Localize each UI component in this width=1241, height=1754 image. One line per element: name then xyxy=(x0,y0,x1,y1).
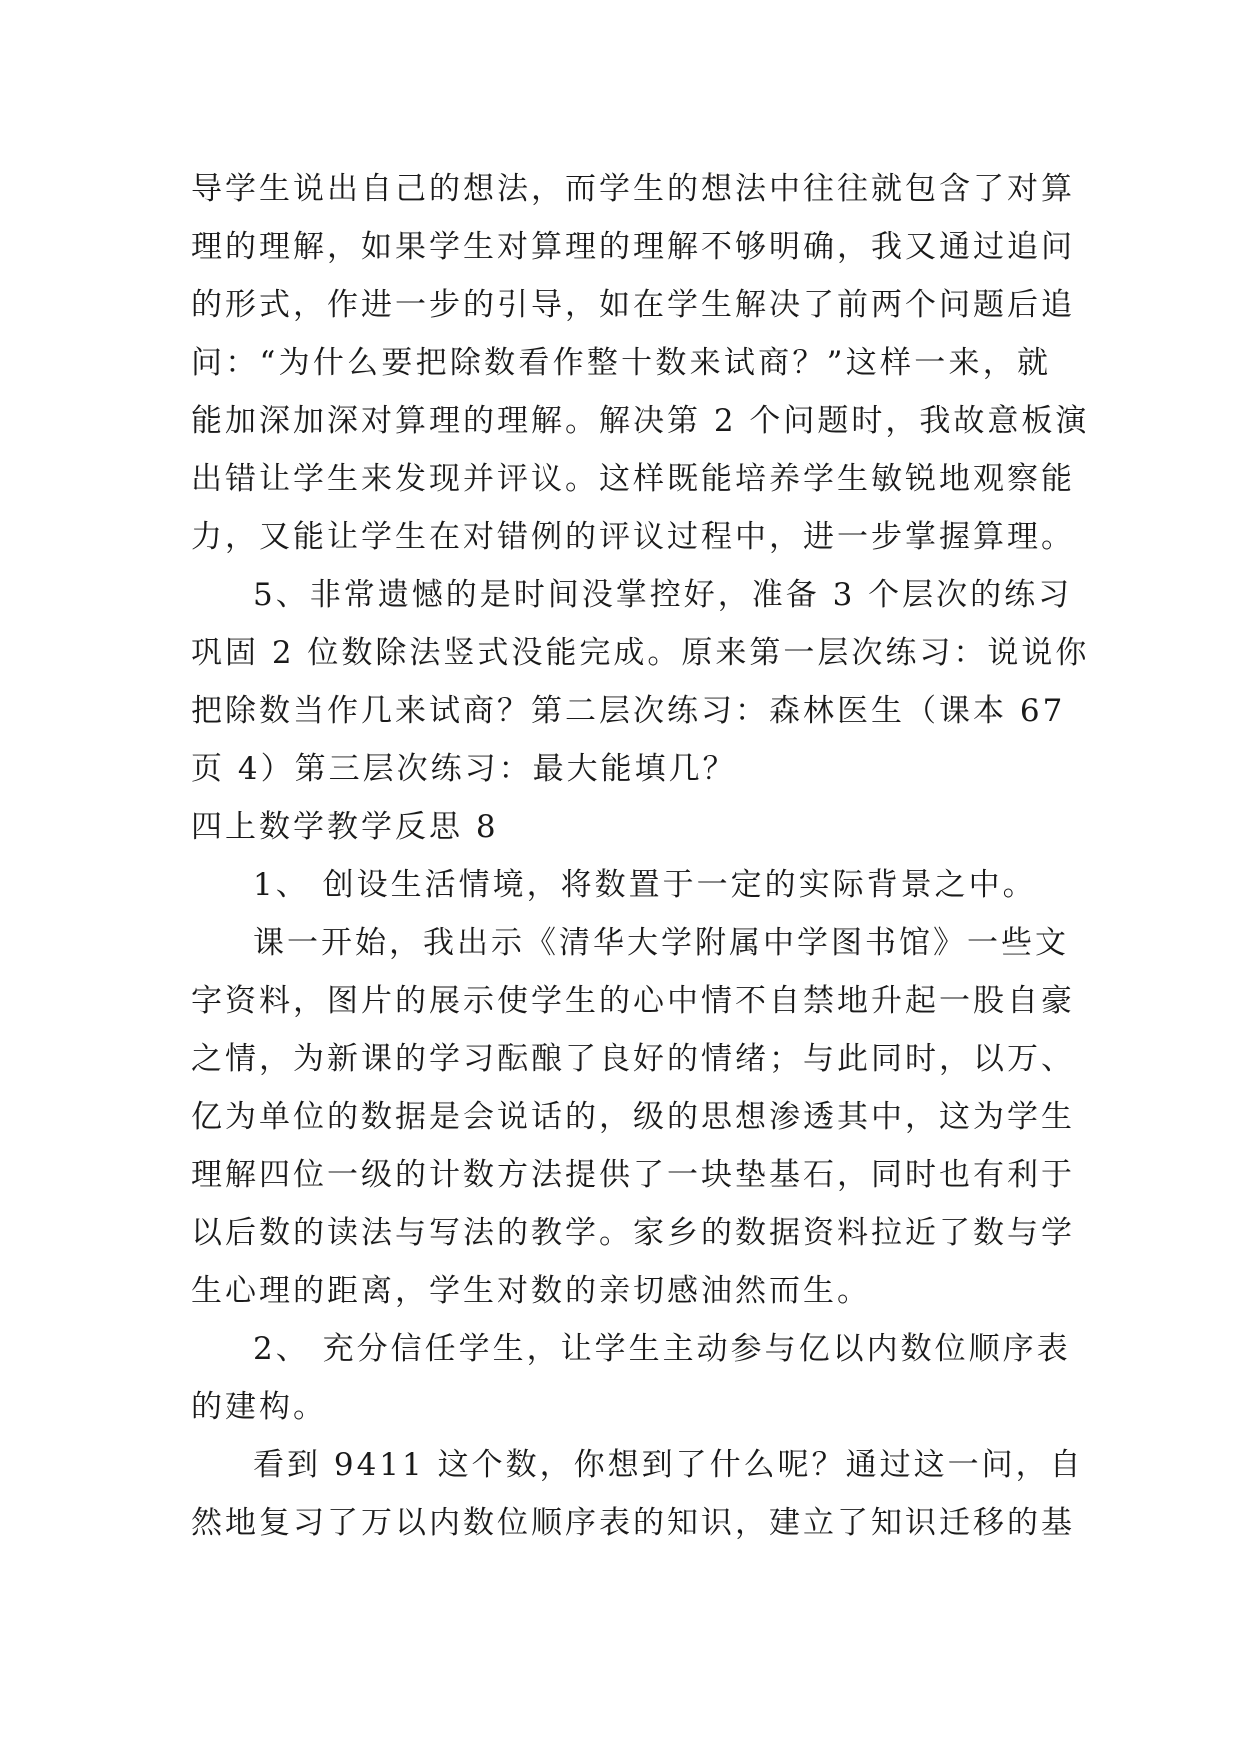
paragraph-line: 的建构。 xyxy=(191,1389,327,1425)
paragraph-line: 问：“为什么要把除数看作整十数来试商？”这样一来，就 xyxy=(191,345,1051,381)
paragraph-line: 能加深加深对算理的理解。解决第 2 个问题时，我故意板演 xyxy=(191,403,1090,439)
section-heading: 四上数学教学反思 8 xyxy=(191,809,499,845)
paragraph-line: 巩固 2 位数除法竖式没能完成。原来第一层次练习：说说你 xyxy=(191,635,1090,671)
paragraph-line: 的形式，作进一步的引导，如在学生解决了前两个问题后追 xyxy=(191,287,1075,323)
paragraph-line: 1、 创设生活情境，将数置于一定的实际背景之中。 xyxy=(253,867,1037,903)
paragraph-line: 生心理的距离，学生对数的亲切感油然而生。 xyxy=(191,1273,871,1309)
paragraph-line: 字资料，图片的展示使学生的心中情不自禁地升起一股自豪 xyxy=(191,983,1075,1019)
paragraph-line: 5、非常遗憾的是时间没掌控好，准备 3 个层次的练习 xyxy=(253,577,1073,613)
paragraph-line: 亿为单位的数据是会说话的，级的思想渗透其中，这为学生 xyxy=(191,1099,1075,1135)
document-body xyxy=(191,160,1090,1552)
paragraph-line: 导学生说出自己的想法，而学生的想法中往往就包含了对算 xyxy=(191,171,1075,207)
paragraph-line: 看到 9411 这个数，你想到了什么呢？通过这一问，自 xyxy=(253,1447,1084,1483)
paragraph-line: 以后数的读法与写法的教学。家乡的数据资料拉近了数与学 xyxy=(191,1215,1075,1251)
paragraph-line: 页 4）第三层次练习：最大能填几？ xyxy=(191,751,737,787)
paragraph-line: 把除数当作几来试商？第二层次练习：森林医生（课本 67 xyxy=(191,693,1066,729)
paragraph-line: 之情，为新课的学习酝酿了良好的情绪；与此同时，以万、 xyxy=(191,1041,1075,1077)
paragraph-line: 理的理解，如果学生对算理的理解不够明确，我又通过追问 xyxy=(191,229,1075,265)
paragraph-line: 然地复习了万以内数位顺序表的知识，建立了知识迁移的基 xyxy=(191,1505,1075,1541)
paragraph-line: 力，又能让学生在对错例的评议过程中，进一步掌握算理。 xyxy=(191,519,1075,555)
paragraph-line: 课一开始，我出示《清华大学附属中学图书馆》一些文 xyxy=(253,925,1069,961)
paragraph-line: 理解四位一级的计数方法提供了一块垫基石，同时也有利于 xyxy=(191,1157,1075,1193)
paragraph-line: 出错让学生来发现并评议。这样既能培养学生敏锐地观察能 xyxy=(191,461,1075,497)
paragraph-line: 2、 充分信任学生，让学生主动参与亿以内数位顺序表 xyxy=(253,1331,1071,1367)
